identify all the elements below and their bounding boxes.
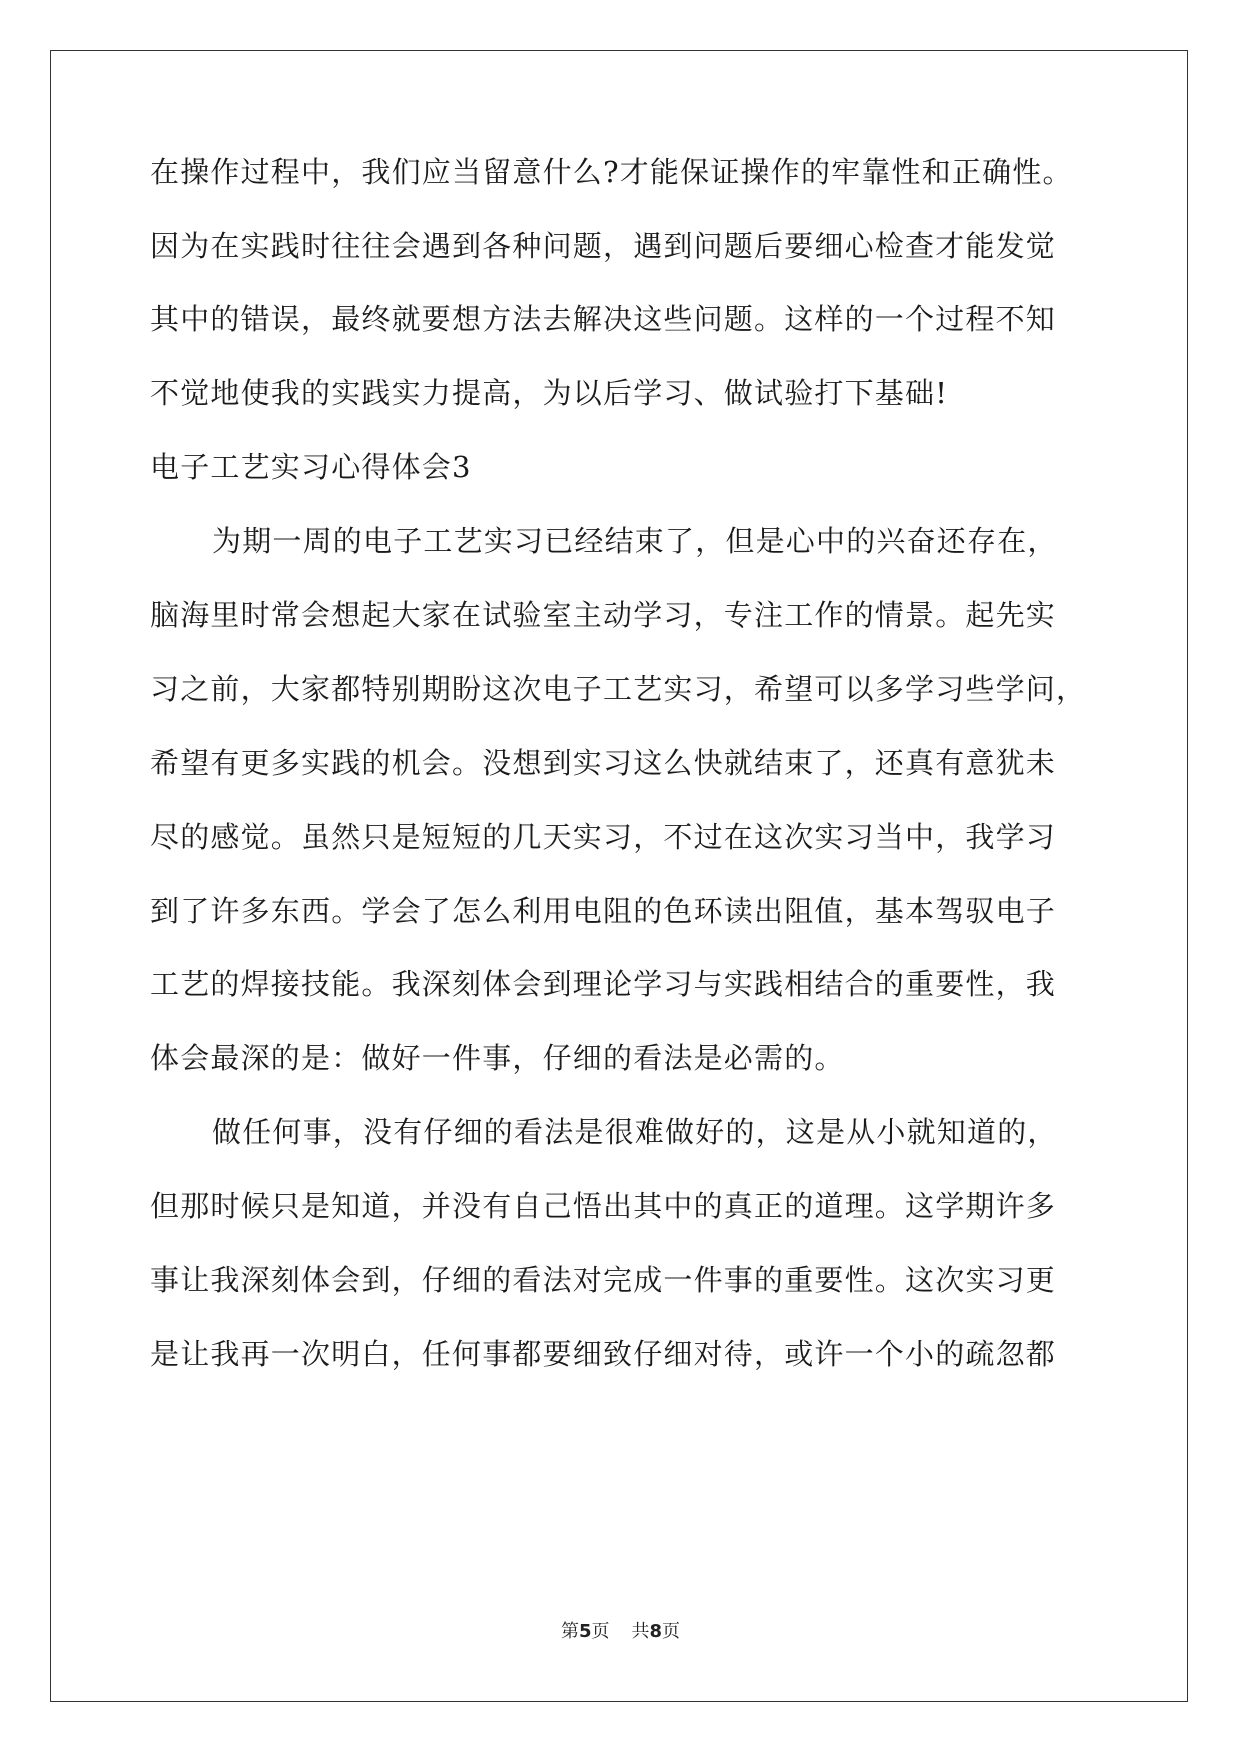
page-suffix: 页: [591, 1621, 610, 1642]
body-text-line: 其中的错误，最终就要想方法去解决这些问题。这样的一个过程不知: [150, 302, 1057, 336]
body-text-line: 脑海里时常会想起大家在试验室主动学习，专注工作的情景。起先实: [150, 598, 1057, 632]
total-pages: 8: [649, 1621, 663, 1642]
body-text-line: 做任何事，没有仔细的看法是很难做好的，这是从小就知道的，: [212, 1115, 1058, 1149]
body-text-line: 因为在实践时往往会遇到各种问题，遇到问题后要细心检查才能发觉: [150, 229, 1057, 263]
body-text-line: 体会最深的是：做好一件事，仔细的看法是必需的。: [150, 1041, 845, 1075]
body-text-line: 是让我再一次明白，任何事都要细致仔细对待，或许一个小的疏忽都: [150, 1337, 1057, 1371]
page-number: 5: [578, 1621, 592, 1642]
body-text-line: 希望有更多实践的机会。没想到实习这么快就结束了，还真有意犹未: [150, 746, 1057, 780]
page-prefix: 第: [560, 1621, 579, 1642]
body-text-line: 到了许多东西。学会了怎么利用电阻的色环读出阻值，基本驾驭电子: [150, 894, 1057, 928]
body-text-line: 习之前，大家都特别期盼这次电子工艺实习，希望可以多学习些学问，: [150, 672, 1087, 706]
page-frame: [50, 50, 1188, 1702]
body-text-line: 事让我深刻体会到，仔细的看法对完成一件事的重要性。这次实习更: [150, 1263, 1057, 1297]
body-text-line: 工艺的焊接技能。我深刻体会到理论学习与实践相结合的重要性，我: [150, 967, 1057, 1001]
total-suffix: 页: [662, 1621, 681, 1642]
page-footer: [0, 1620, 1241, 1644]
body-text-line: 不觉地使我的实践实力提高，为以后学习、做试验打下基础!: [150, 376, 949, 410]
body-text-line: 为期一周的电子工艺实习已经结束了，但是心中的兴奋还存在，: [212, 524, 1058, 558]
section-heading: 电子工艺实习心得体会3: [150, 450, 472, 484]
total-prefix: 共: [631, 1621, 650, 1642]
body-text-line: 在操作过程中，我们应当留意什么?才能保证操作的牢靠性和正确性。: [150, 155, 1073, 189]
body-text-line: 尽的感觉。虽然只是短短的几天实习，不过在这次实习当中，我学习: [150, 820, 1057, 854]
body-text-line: 但那时候只是知道，并没有自己悟出其中的真正的道理。这学期许多: [150, 1189, 1057, 1223]
